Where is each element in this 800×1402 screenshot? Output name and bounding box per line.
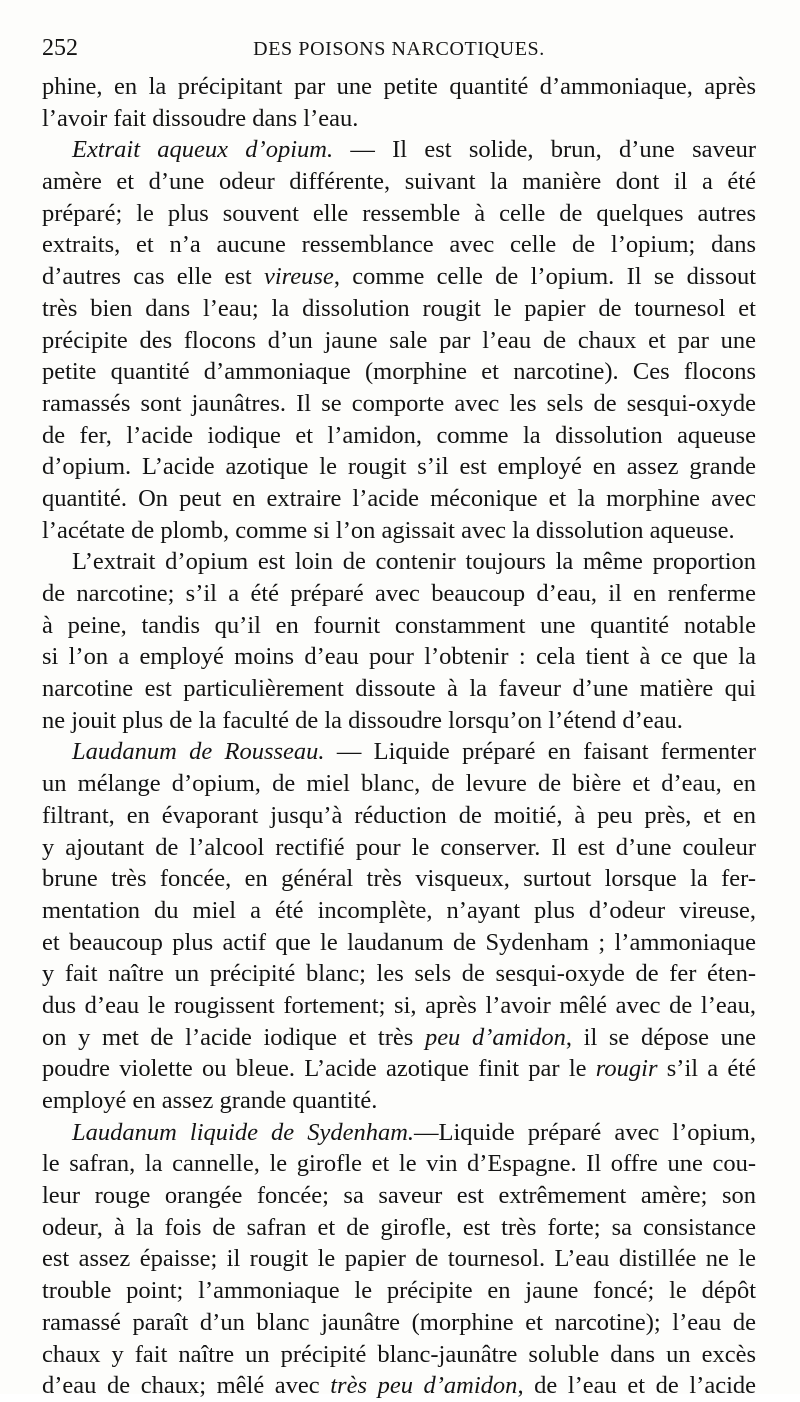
text-line: ramassé paraît d’un blanc jaunâtre (morphine et narcotine); l’eau de: [42, 1308, 756, 1336]
text-line: L’extrait d’opium est loin de contenir toujours la même proportion: [72, 548, 756, 576]
text-line: [42, 1370, 756, 1402]
text-segment: poudre violette ou bleue. L’acide azotique finit par le: [42, 1055, 596, 1083]
page-number: 252: [42, 35, 78, 61]
text-line: préparé; le plus souvent elle ressemble à celle de quelques autres: [42, 199, 756, 227]
text-line: phine, en la précipitant par une petite quantité d’ammoniaque, après: [42, 73, 756, 100]
text-segment: , il se dépose une: [565, 1023, 756, 1051]
text-line: à peine, tandis qu’il en fournit constamment une quantité notable: [42, 611, 756, 639]
text-line: ramassés sont jaunâtres. Il se comporte avec les sels de sesqui-oxyde: [42, 389, 756, 417]
text-line: y ajoutant de l’alcool rectifié pour le conserver. Il est d’une couleur: [42, 833, 756, 861]
text-line: quantité. On peut en extraire l’acide méconique et la morphine avec: [42, 484, 756, 512]
italic-term: très peu d’amidon: [330, 1372, 518, 1400]
italic-term: peu d’amidon: [424, 1023, 566, 1051]
text-segment: , comme celle de l’opium. Il se dissout: [333, 263, 756, 291]
text-line: ne jouit plus de la faculté de la dissoudre lorsqu’on l’étend d’eau.: [42, 706, 683, 734]
text-line: [42, 1117, 756, 1149]
text-line: de narcotine; s’il a été préparé avec beaucoup d’eau, il en renferme: [42, 580, 756, 607]
text-line: d’opium. L’acide azotique le rougit s’il est employé en assez grande: [42, 453, 756, 481]
text-line: [42, 134, 756, 166]
text-line: extraits, et n’a aucune ressemblance avec celle de l’opium; dans: [42, 231, 756, 259]
text-line: l’avoir fait dissoudre dans l’eau.: [42, 104, 359, 132]
text-line: filtrant, en évaporant jusqu’à réduction de moitié, à peu près, et en: [42, 801, 756, 829]
text-segment: s’il a été: [657, 1055, 756, 1083]
text-line: chaux y fait naître un précipité blanc-jaunâtre soluble dans un excès: [42, 1340, 756, 1368]
text-line: brune très foncée, en général très visqueux, surtout lorsque la fer-: [42, 865, 756, 893]
text-line: petite quantité d’ammoniaque (morphine et narcotine). Ces flocons: [42, 358, 756, 386]
text-line: [42, 261, 756, 293]
text-line: leur rouge orangée foncée; sa saveur est extrêmement amère; son: [42, 1182, 756, 1210]
italic-term: rougir: [595, 1055, 658, 1083]
italic-term: Laudanum de Rousseau.: [72, 738, 325, 766]
text-line: est assez épaisse; il rougit le papier de tournesol. L’eau distillée ne le: [42, 1245, 756, 1273]
text-line: y fait naître un précipité blanc; les sels de sesqui-oxyde de fer éten-: [42, 960, 756, 988]
text-line: si l’on a employé moins d’eau pour l’obtenir : cela tient à ce que la: [42, 643, 756, 671]
text-line: précipite des flocons d’un jaune sale par l’eau de chaux et par une: [42, 326, 756, 354]
text-line: [42, 736, 756, 768]
italic-term: vireuse: [263, 263, 334, 291]
text-line: trouble point; l’ammoniaque le précipite en jaune foncé; le dépôt: [42, 1277, 756, 1305]
italic-term: Extrait aqueux d’opium.: [72, 136, 334, 164]
text-segment: — Liquide préparé en faisant fermenter: [324, 738, 756, 766]
text-line: l’acétate de plomb, comme si l’on agissait avec la dissolution aqueuse.: [42, 516, 735, 544]
text-line: très bien dans l’eau; la dissolution rougit le papier de tournesol et: [42, 294, 756, 322]
text-line: le safran, la cannelle, le girofle et le vin d’Espagne. Il offre une cou-: [42, 1150, 756, 1178]
italic-term: Laudanum liquide de Sydenham.: [72, 1118, 415, 1146]
running-head: [42, 33, 756, 63]
text-segment: on y met de l’acide iodique et très: [42, 1023, 425, 1051]
running-title: DES POISONS NARCOTIQUES.: [253, 38, 545, 60]
text-segment: d’autres cas elle est: [42, 263, 264, 291]
text-line: [42, 1053, 756, 1085]
text-segment: d’eau de chaux; mêlé avec: [42, 1372, 331, 1400]
text-line: un mélange d’opium, de miel blanc, de levure de bière et d’eau, en: [42, 770, 756, 798]
text-segment: , de l’eau et de l’acide: [517, 1372, 756, 1400]
text-line: de fer, l’acide iodique et l’amidon, comme la dissolution aqueuse: [42, 421, 756, 449]
text-line: employé en assez grande quantité.: [42, 1087, 378, 1114]
text-line: dus d’eau le rougissent fortement; si, après l’avoir mêlé avec de l’eau,: [42, 991, 756, 1019]
text-line: [42, 1022, 756, 1054]
text-line: mentation du miel a été incomplète, n’ayant plus d’odeur vireuse,: [42, 896, 756, 924]
text-line: amère et d’une odeur différente, suivant la manière dont il a été: [42, 168, 756, 196]
text-line: narcotine est particulièrement dissoute à la faveur d’une matière qui: [42, 675, 756, 703]
text-segment: — Il est solide, brun, d’une saveur: [333, 136, 757, 164]
body-text: [42, 71, 756, 1402]
text-segment: —Liquide préparé avec l’opium,: [414, 1118, 756, 1146]
text-line: et beaucoup plus actif que le laudanum de Sydenham ; l’ammoniaque: [42, 928, 756, 956]
text-line: odeur, à la fois de safran et de girofle, est très forte; sa consistance: [42, 1213, 756, 1241]
